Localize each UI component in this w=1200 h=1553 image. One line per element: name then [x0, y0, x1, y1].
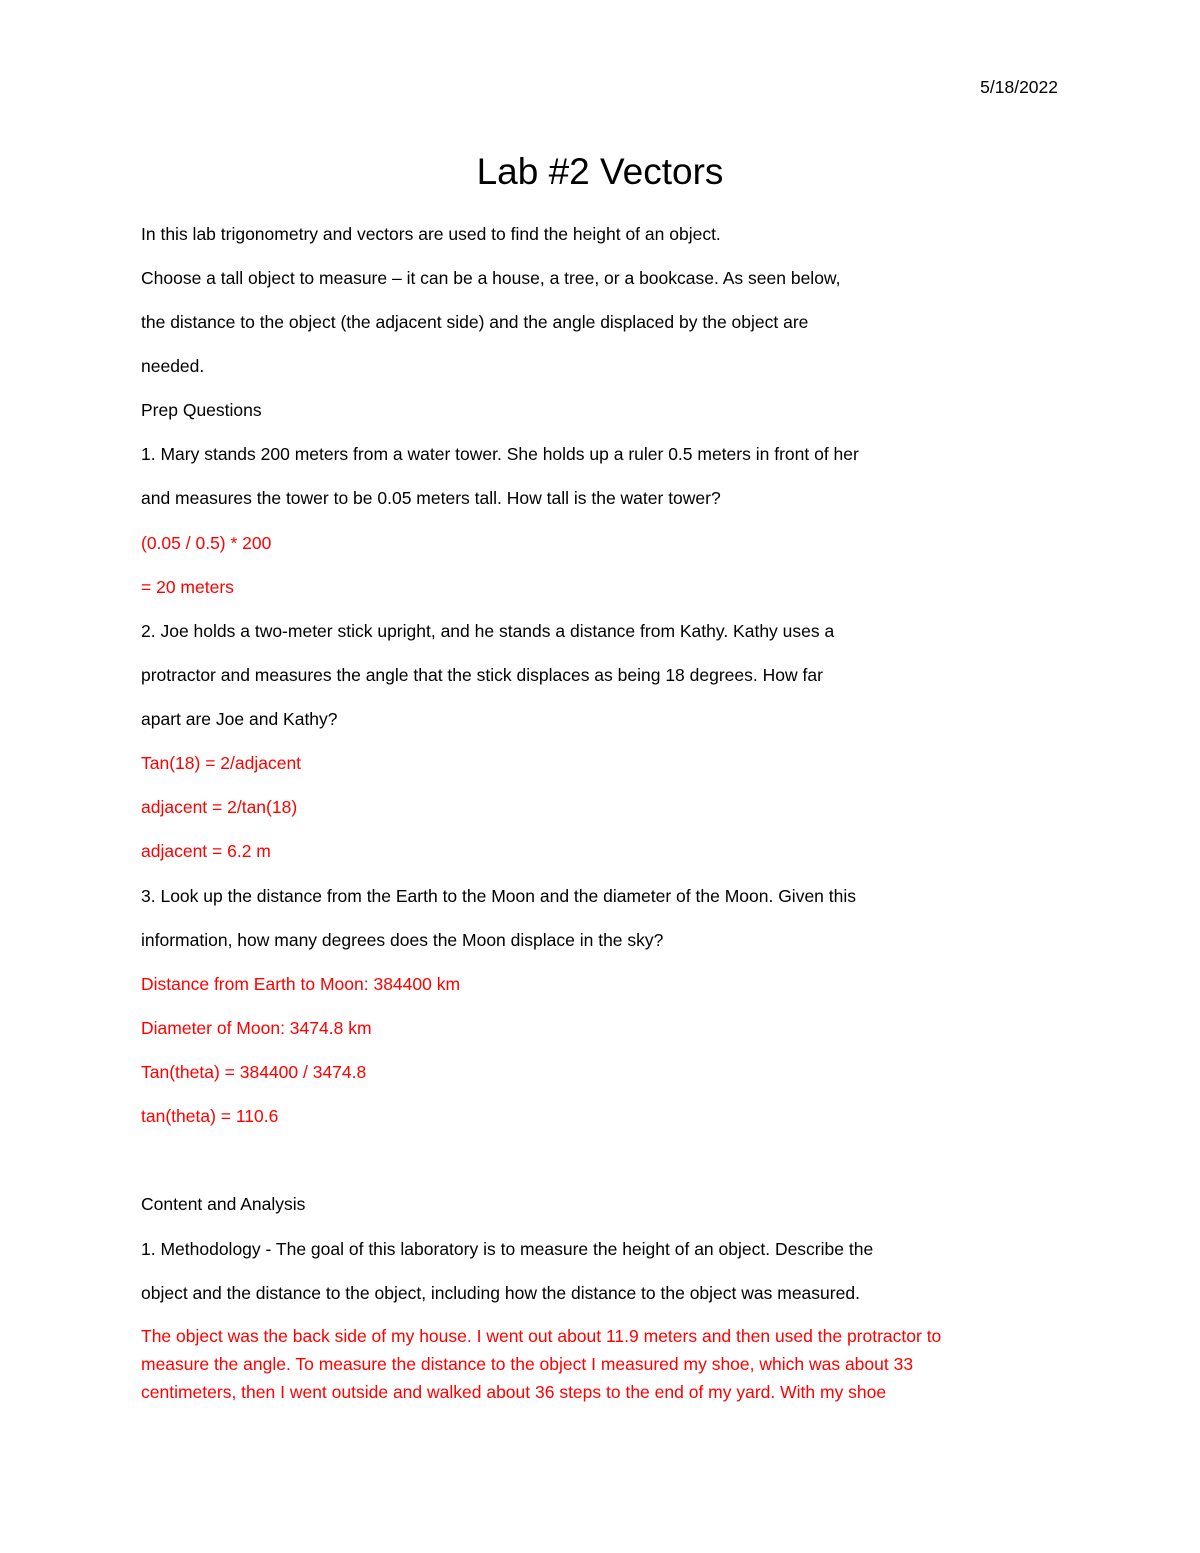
document-date: 5/18/2022: [980, 77, 1058, 97]
question-3-line-2: information, how many degrees does the Moon displace in the sky?: [141, 930, 664, 950]
question-2-line-3: apart are Joe and Kathy?: [141, 709, 338, 729]
content-analysis-heading: Content and Analysis: [141, 1194, 306, 1214]
methodology-answer-line-1: The object was the back side of my house. I went out about 11.9 meters and then used the protractor to: [141, 1326, 942, 1346]
answer-1-line-2: = 20 meters: [141, 577, 234, 597]
question-3-line-1: 3. Look up the distance from the Earth to the Moon and the diameter of the Moon. Given this: [141, 886, 857, 906]
question-2-line-1: 2. Joe holds a two-meter stick upright, and he stands a distance from Kathy. Kathy uses a: [141, 621, 835, 641]
question-1-line-2: and measures the tower to be 0.05 meters tall. How tall is the water tower?: [141, 488, 721, 508]
answer-1-line-1: (0.05 / 0.5) * 200: [141, 533, 272, 553]
answer-3-line-1: Distance from Earth to Moon: 384400 km: [141, 974, 461, 994]
intro-line-2: Choose a tall object to measure – it can be a house, a tree, or a bookcase. As seen below,: [141, 268, 841, 288]
question-1-line-1: 1. Mary stands 200 meters from a water tower. She holds up a ruler 0.5 meters in front of her: [141, 444, 859, 464]
methodology-answer-line-3: centimeters, then I went outside and walked about 36 steps to the end of my yard. With my shoe: [141, 1382, 887, 1402]
answer-3-line-3: Tan(theta) = 384400 / 3474.8: [141, 1062, 367, 1082]
methodology-answer-line-2: measure the angle. To measure the distance to the object I measured my shoe, which was about 33: [141, 1354, 914, 1374]
answer-2-line-1: Tan(18) = 2/adjacent: [141, 753, 302, 773]
intro-line-1: In this lab trigonometry and vectors are used to find the height of an object.: [141, 224, 721, 244]
prep-questions-heading: Prep Questions: [141, 400, 262, 420]
intro-line-3: the distance to the object (the adjacent side) and the angle displaced by the object are: [141, 312, 809, 332]
document-title: Lab #2 Vectors: [476, 151, 724, 192]
answer-2-line-2: adjacent = 2/tan(18): [141, 797, 298, 817]
methodology-line-1: 1. Methodology - The goal of this laboratory is to measure the height of an object. Describe the: [141, 1239, 874, 1259]
intro-line-4: needed.: [141, 356, 205, 376]
answer-2-line-3: adjacent = 6.2 m: [141, 841, 271, 861]
question-2-line-2: protractor and measures the angle that the stick displaces as being 18 degrees. How far: [141, 665, 823, 685]
answer-3-line-4: tan(theta) = 110.6: [141, 1106, 279, 1126]
methodology-line-2: object and the distance to the object, including how the distance to the object was measured.: [141, 1283, 860, 1303]
answer-3-line-2: Diameter of Moon: 3474.8 km: [141, 1018, 372, 1038]
